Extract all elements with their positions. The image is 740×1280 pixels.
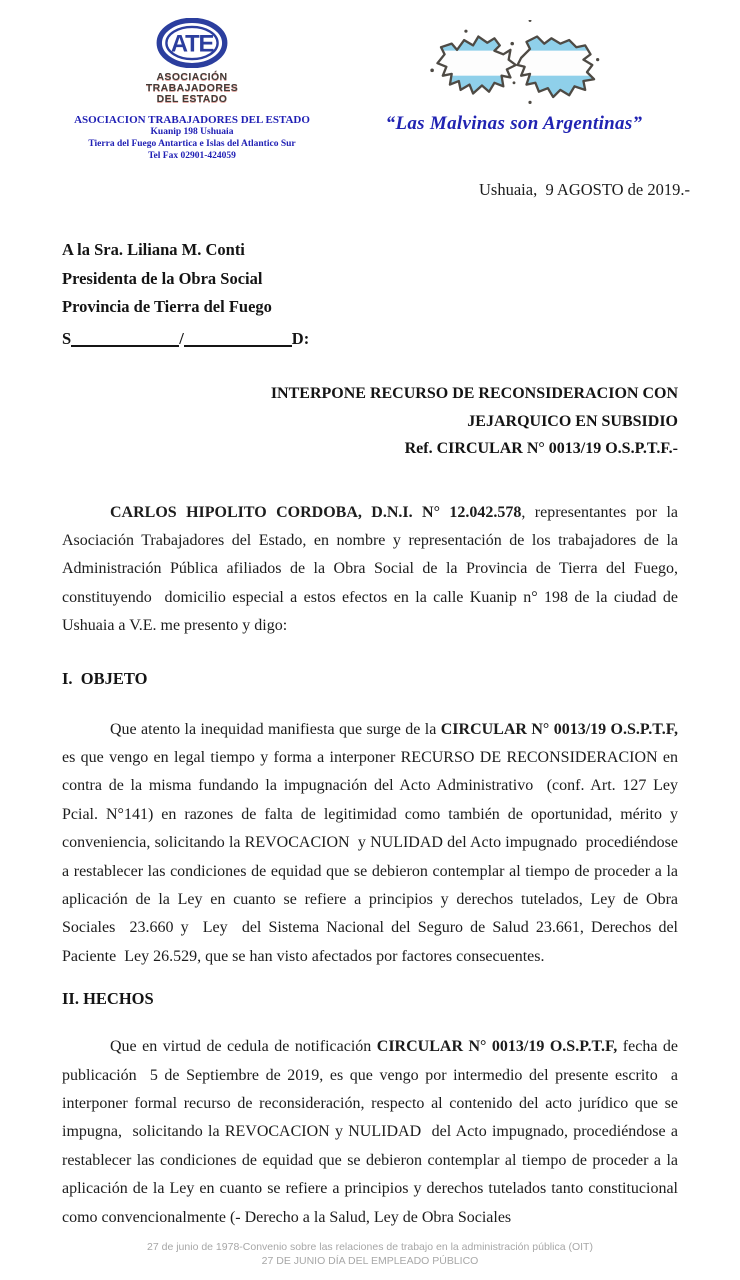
malvinas-map-icon — [425, 20, 603, 110]
malvinas-slogan: “Las Malvinas son Argentinas” — [385, 113, 643, 134]
addressee-title: Presidenta de la Obra Social — [62, 268, 263, 288]
org-address-block — [66, 114, 318, 162]
letter-body — [62, 499, 683, 1233]
salutation-d: D: — [291, 328, 310, 348]
salutation-separator: / — [179, 328, 184, 348]
ate-wordmark-line: TRABAJADORES — [145, 82, 239, 94]
org-phone: Tel Fax 02901-424059 — [148, 151, 236, 161]
section-heading-hechos: II. HECHOS — [62, 989, 154, 1009]
addressee-name: A la Sra. Liliana M. Conti — [62, 240, 245, 259]
footer-line-dia: 27 DE JUNIO DÍA DEL EMPLEADO PÚBLICO — [261, 1255, 479, 1267]
ate-wordmark-line: DEL ESTADO — [156, 93, 228, 105]
ate-logo-icon — [156, 18, 228, 68]
subject-reference: Ref. CIRCULAR N° 0013/19 O.S.P.T.F.- — [404, 440, 678, 457]
dateline: Ushuaia, 9 AGOSTO de 2019.- — [479, 180, 690, 199]
subject-line: INTERPONE RECURSO DE RECONSIDERACION CON — [270, 385, 678, 402]
ate-logo-block — [66, 16, 318, 162]
paragraph-objeto: Que atento la inequidad manifiesta que surge de la CIRCULAR N° 0013/19 O.S.P.T.F, es que vengo en legal tiempo y forma a interponer RECURSO DE RECONSIDERACION en contra de la misma fundando la impugnación del Acto Administrativo (conf. Art. 127 Ley Pcial. N°141) en razones de falta de legitimidad como también de oportunidad, mérito y conveniencia, solicitando la REVOCACION y NULIDAD del Acto impugnado procediéndose a restablecer las condiciones de equidad que se debieron contemplar al tiempo de proceder a la aplicación de la Ley en cuanto se refiere a principios y derechos tutelados, Ley de Obra Sociales 23.660 y Ley del Sistema Nacional del Seguro de Salud 23.661, Derechos del Paciente Ley 26.529, que se han visto afectados por factores consecuentes. — [62, 720, 682, 965]
salutation-line — [62, 325, 740, 354]
svg-text:ATE: ATE — [170, 30, 214, 58]
salutation-s: S — [62, 328, 72, 348]
ate-wordmark — [66, 72, 318, 105]
addressee-block — [62, 236, 740, 353]
letterhead — [0, 0, 740, 162]
org-street: Kuanip 198 Ushuaia — [150, 127, 234, 137]
paragraph-hechos: Que en virtud de cedula de notificación CIRCULAR N° 0013/19 O.S.P.T.F, fecha de publicación 5 de Septiembre de 2019, es que vengo por intermedio del presente escrito a interponer formal recurso de reconsideración, respecto al contenido del acto jurídico que se impugna, solicitando la REVOCACION y NULIDAD del Acto impugnado, procediéndose a restablecer las condiciones de equidad que se debieron contemplar al tiempo de proceder a la aplicación de la Ley en cuanto se refiere a principios y derechos tutelados tanto constitucional como convencionalmente (- Derecho a la Salud, Ley de Obra Sociales — [62, 1038, 683, 1226]
section-heading-objeto: I. OBJETO — [62, 668, 148, 688]
salutation-blank — [71, 331, 179, 347]
ate-wordmark-line: ASOCIACIÓN — [156, 71, 228, 83]
org-name: ASOCIACION TRABAJADORES DEL ESTADO — [74, 114, 310, 126]
addressee-org: Provincia de Tierra del Fuego — [62, 297, 272, 316]
malvinas-block — [318, 16, 710, 162]
salutation-blank — [184, 331, 292, 347]
subject-block — [0, 380, 678, 463]
subject-line: JEJARQUICO EN SUBSIDIO — [467, 412, 678, 430]
page-footer — [0, 1240, 740, 1268]
paragraph-intro: CARLOS HIPOLITO CORDOBA, D.N.I. N° 12.042.578, representantes por la Asociación Trabajadores del Estado, en nombre y representación de los trabajadores de la Administración Pública afiliados de la Obra Social de la Provincia de Tierra del Fuego, constituyendo domicilio especial a estos efectos en la calle Kuanip n° 198 de la ciudad de Ushuaia a V.E. me presento y digo: — [62, 503, 682, 635]
org-province: Tierra del Fuego Antartica e Islas del Atlantico Sur — [88, 139, 296, 149]
footer-line-oit: 27 de junio de 1978-Convenio sobre las relaciones de trabajo en la administración pública (OIT) — [147, 1241, 593, 1253]
